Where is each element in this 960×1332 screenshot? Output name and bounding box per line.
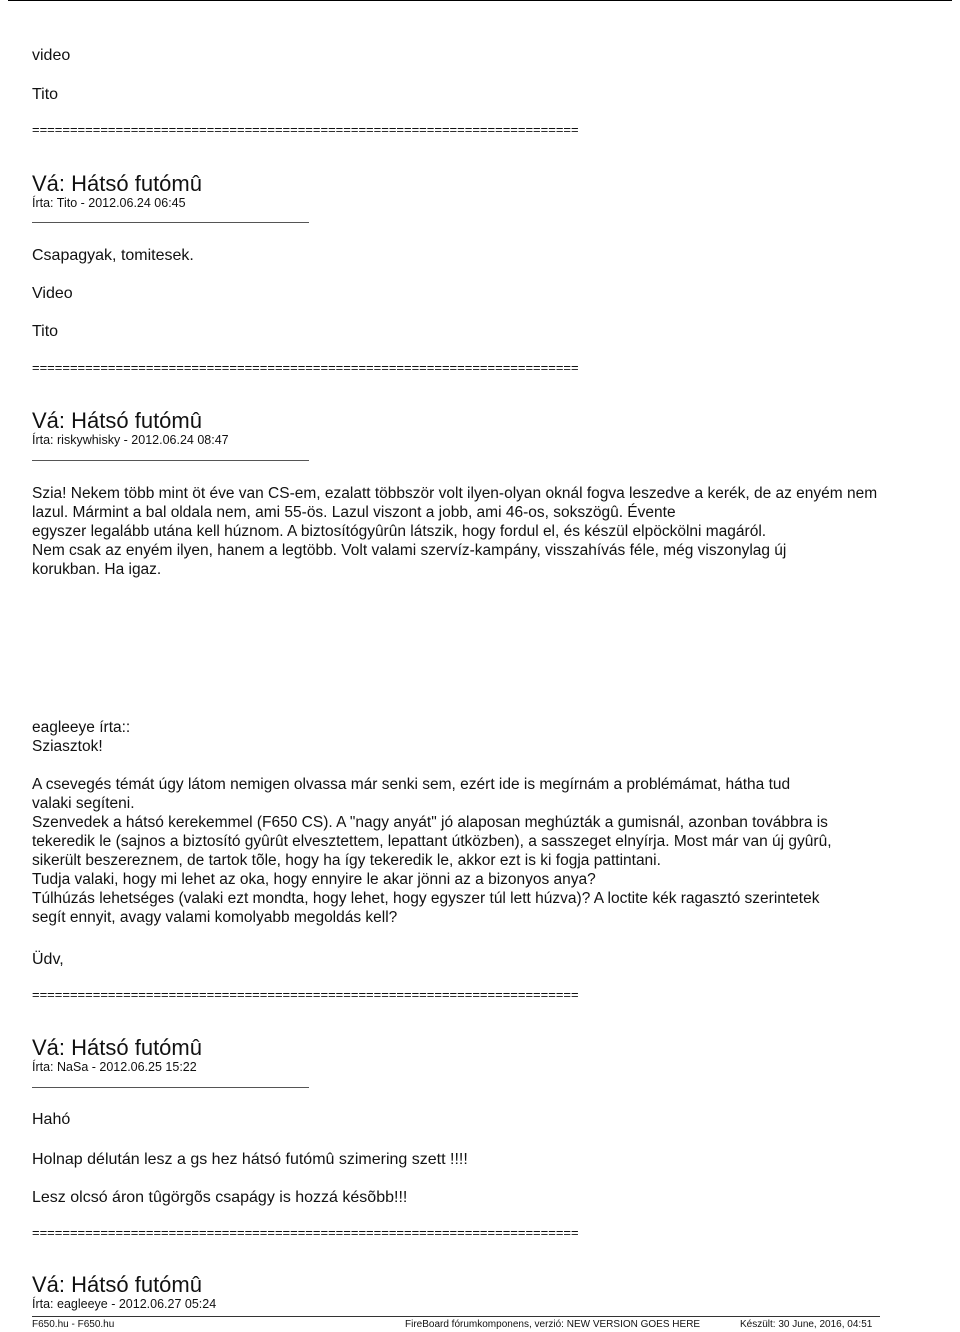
quote-line: Túlhúzás lehetséges (valaki ezt mondta, hogy lehet, hogy egyszer túl lett húzva)? A loctite kék ragasztó szerintetek bbox=[32, 890, 820, 907]
post-rule bbox=[32, 460, 309, 461]
quote-line: valaki segíteni. bbox=[32, 795, 135, 812]
post-body-line: Szia! Nekem több mint öt éve van CS-em, ezalatt többször volt ilyen-olyan oknál fogva leszedve a kerék, de az enyém nem bbox=[32, 485, 878, 502]
post-body-line: Lesz olcsó áron tûgörgõs csapágy is hozzá késõbb!!! bbox=[32, 1189, 408, 1206]
quote-line: Szenvedek a hátsó kerekemmel (F650 CS). A "nagy anyát" jó alaposan meghúzták a gumisnál, azonban továbbra is bbox=[32, 814, 828, 831]
separator: ======================================================================== bbox=[32, 1225, 579, 1240]
quote-line bbox=[32, 756, 952, 775]
post-title: Vá: Hátsó futómû bbox=[32, 1035, 202, 1060]
post-title: Vá: Hátsó futómû bbox=[32, 408, 202, 433]
post-meta: Írta: eagleeye - 2012.06.27 05:24 bbox=[32, 1297, 217, 1311]
label-video: video bbox=[32, 47, 71, 64]
footer-site: F650.hu - F650.hu bbox=[32, 1319, 115, 1330]
label-author: Tito bbox=[32, 86, 59, 103]
quote-header: eagleeye írta:: bbox=[32, 719, 131, 736]
post-meta: Írta: NaSa - 2012.06.25 15:22 bbox=[32, 1060, 197, 1074]
post-body-line: Csapagyak, tomitesek. bbox=[32, 247, 194, 264]
post-signoff: Üdv, bbox=[32, 951, 64, 968]
footer-generated: Készült: 30 June, 2016, 04:51 bbox=[740, 1319, 873, 1330]
quote-line: tekeredik le (sajnos a biztosító gyûrût elvesztettem, lepattant útközben), a sasszeget elnyírja. Most már van új gyûrû, bbox=[32, 833, 832, 850]
separator: ======================================================================== bbox=[32, 122, 579, 137]
post-meta: Írta: Tito - 2012.06.24 06:45 bbox=[32, 196, 186, 210]
footer-rule bbox=[32, 1316, 880, 1317]
quote-line: Sziasztok! bbox=[32, 738, 103, 755]
post-title: Vá: Hátsó futómû bbox=[32, 171, 202, 196]
quote-line: A csevegés témát úgy látom nemigen olvassa már senki sem, ezért ide is megírnám a problémámat, hátha tud bbox=[32, 776, 791, 793]
post-rule bbox=[32, 222, 309, 223]
quote-line: sikerült beszereznem, de tartok tõle, hogy ha így tekeredik le, akkor ezt is ki fogja pattintani. bbox=[32, 852, 661, 869]
post-body bbox=[32, 484, 952, 579]
post-body-line: Nem csak az enyém ilyen, hanem a legtöbb. Volt valami szervíz-kampány, visszahívás féle, még viszonylag új bbox=[32, 542, 787, 559]
post-body-line: Holnap délután lesz a gs hez hátsó futómû szimering szett !!!! bbox=[32, 1151, 468, 1168]
separator: ======================================================================== bbox=[32, 360, 579, 375]
post-meta: Írta: riskywhisky - 2012.06.24 08:47 bbox=[32, 433, 229, 447]
post-body-line: Video bbox=[32, 285, 73, 302]
quote-line: Tudja valaki, hogy mi lehet az oka, hogy ennyire le akar jönni az a bizonyos anya? bbox=[32, 871, 596, 888]
post-body-line: Hahó bbox=[32, 1111, 71, 1128]
post-rule bbox=[32, 1087, 309, 1088]
post-body-line: korukban. Ha igaz. bbox=[32, 561, 162, 578]
post-body-line: lazul. Mármint a bal oldala nem, ami 55-ös. Lazul viszont a jobb, ami 46-os, sokszögû. Évente bbox=[32, 504, 676, 521]
post-body-line: Tito bbox=[32, 323, 59, 340]
separator: ======================================================================== bbox=[32, 987, 579, 1002]
top-border bbox=[8, 0, 952, 1]
post-body-line: egyszer legalább utána kell húznom. A biztosítógyûrûn látszik, hogy fordul el, és készül elpöckölni magáról. bbox=[32, 523, 767, 540]
post-title: Vá: Hátsó futómû bbox=[32, 1272, 202, 1297]
footer-software: FireBoard fórumkomponens, verzió: NEW VERSION GOES HERE bbox=[405, 1319, 701, 1330]
quote-block bbox=[32, 718, 952, 927]
quote-line: segít ennyit, avagy valami komolyabb megoldás kell? bbox=[32, 909, 398, 926]
